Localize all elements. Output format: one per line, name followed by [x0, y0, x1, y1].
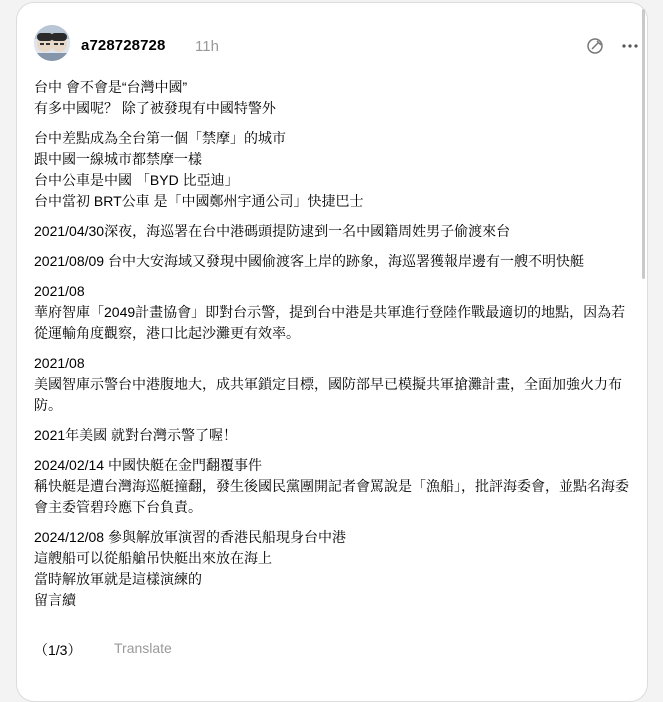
username[interactable]: a728728728 — [81, 37, 166, 54]
post-paragraph: 台中差點成為全台第一個「禁摩」的城市 跟中國一線城市都禁摩一樣 台中公車是中國 「BYD 比亞迪」 台中當初 BRT公車 是「中國鄭州宇通公司」快捷巴士 — [34, 130, 364, 209]
post-header — [34, 25, 627, 65]
post-paragraph: 2021/08 美國智庫示警台中港腹地大，成共軍鎖定目標，國防部早已模擬共軍搶灘計畫，全面加強火力布防。 — [34, 355, 622, 413]
translate-link[interactable]: Translate — [114, 640, 172, 656]
page-indicator: （1/3） — [34, 642, 82, 658]
scrollbar[interactable] — [642, 9, 645, 279]
post-footer — [34, 640, 172, 660]
post-paragraph: 2021/04/30深夜，海巡署在台中港碼頭提防逮到一名中國籍周姓男子偷渡來台 — [34, 223, 511, 239]
post-paragraph: 2024/02/14 中國快艇在金門翻覆事件 稱快艇是遭台灣海巡艇撞翻，發生後國民黨團開記者會罵說是「漁船」，批評海委會，並點名海委會主委管碧玲應下台負責。 — [34, 457, 629, 515]
more-dots-icon[interactable] — [619, 35, 641, 57]
post-card — [16, 2, 648, 702]
post-paragraph: 台中 會不會是“台灣中國” 有多中國呢？ 除了被發現有中國特警外 — [34, 79, 276, 116]
avatar-image — [34, 25, 70, 61]
post-timestamp: 11h — [195, 38, 219, 55]
avatar[interactable] — [34, 25, 70, 61]
edit-pencil-icon[interactable] — [584, 35, 606, 57]
post-body — [34, 77, 634, 620]
post-paragraph: 2021/08/09 台中大安海域又發現中國偷渡客上岸的跡象，海巡署獲報岸邊有一艘不明快艇 — [34, 253, 584, 269]
post-paragraph: 2021/08 華府智庫「2049計畫協會」即對台示警，提到台中港是共軍進行登陸作戰最適切的地點，因為若從運輸角度觀察，港口比起沙灘更有效率。 — [34, 283, 626, 341]
post-paragraph: 2024/12/08 參與解放軍演習的香港民船現身台中港 這艘船可以從船艙吊快艇出來放在海上 當時解放軍就是這樣演練的 留言續 — [34, 529, 346, 608]
post-paragraph: 2021年美國 就對台灣示警了喔！ — [34, 427, 238, 443]
